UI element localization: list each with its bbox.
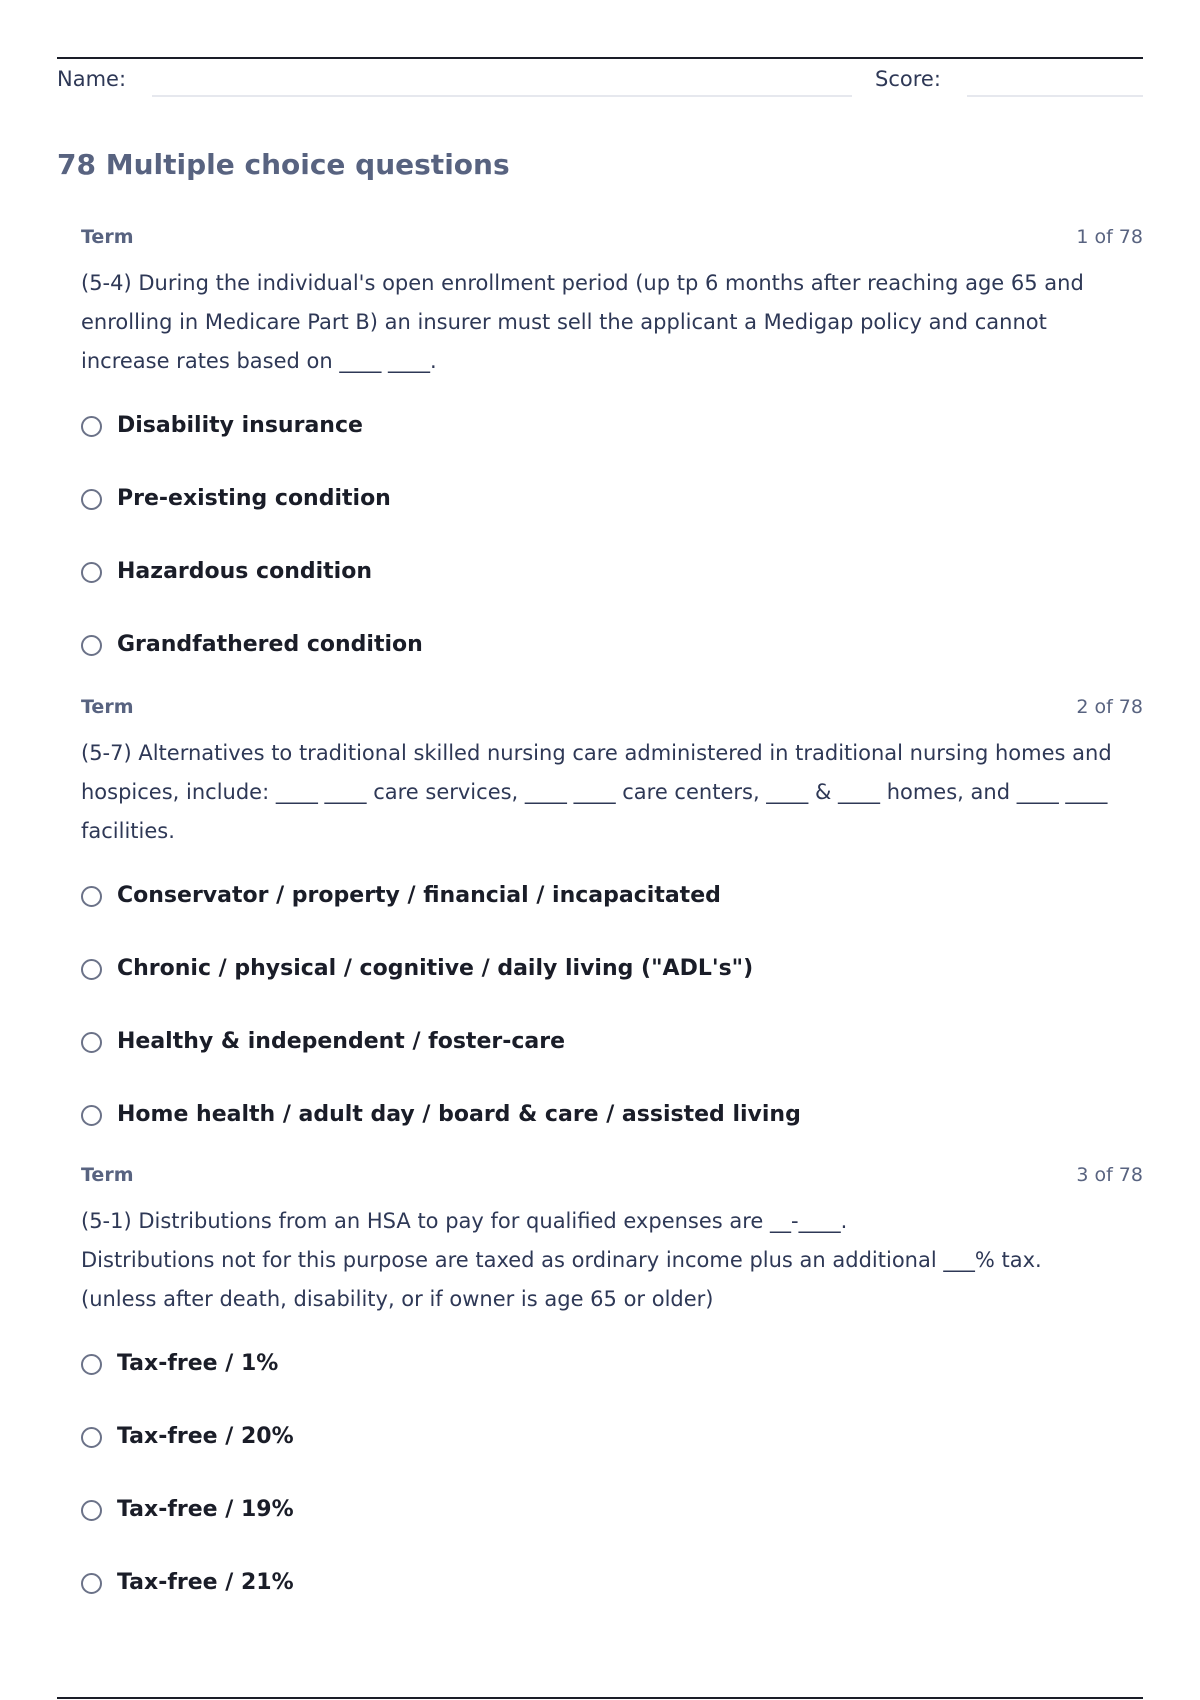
term-label: Term bbox=[81, 696, 134, 718]
score-field-line[interactable] bbox=[967, 95, 1143, 97]
question-text: (5-7) Alternatives to traditional skilled nursing care administered in traditional nursing homes and hospices, include: ____ ____ care services, ____ ____ care centers, ____ & ____ homes, and ____ ____ facilities. bbox=[81, 741, 1112, 843]
answer-option[interactable] bbox=[81, 1412, 1143, 1485]
term-label: Term bbox=[81, 226, 134, 248]
question-text-line: (unless after death, disability, or if owner is age 65 or older) bbox=[81, 1287, 714, 1311]
answer-option[interactable] bbox=[81, 620, 1143, 693]
answer-options bbox=[81, 871, 1143, 1163]
question-header bbox=[81, 696, 1143, 726]
question-text-line: Distributions not for this purpose are taxed as ordinary income plus an additional ___% tax. bbox=[81, 1248, 1042, 1272]
radio-button-icon[interactable] bbox=[81, 416, 102, 437]
radio-button-icon[interactable] bbox=[81, 1427, 102, 1448]
answer-option[interactable] bbox=[81, 871, 1143, 944]
question-2 bbox=[81, 696, 1143, 1163]
answer-options bbox=[81, 401, 1143, 693]
option-label: Tax-free / 1% bbox=[117, 1351, 279, 1376]
term-label: Term bbox=[81, 1164, 134, 1186]
option-label: Conservator / property / financial / incapacitated bbox=[117, 883, 721, 908]
score-label: Score: bbox=[875, 67, 941, 91]
option-label: Tax-free / 21% bbox=[117, 1570, 294, 1595]
radio-button-icon[interactable] bbox=[81, 959, 102, 980]
page-title: 78 Multiple choice questions bbox=[57, 148, 510, 181]
question-text bbox=[81, 1202, 1121, 1319]
option-label: Hazardous condition bbox=[117, 559, 372, 584]
radio-button-icon[interactable] bbox=[81, 886, 102, 907]
header bbox=[57, 57, 1143, 103]
question-1 bbox=[81, 226, 1143, 693]
question-counter: 3 of 78 bbox=[1076, 1164, 1143, 1186]
radio-button-icon[interactable] bbox=[81, 489, 102, 510]
answer-options bbox=[81, 1339, 1143, 1631]
radio-button-icon[interactable] bbox=[81, 635, 102, 656]
answer-option[interactable] bbox=[81, 474, 1143, 547]
radio-button-icon[interactable] bbox=[81, 1354, 102, 1375]
option-label: Grandfathered condition bbox=[117, 632, 423, 657]
answer-option[interactable] bbox=[81, 1339, 1143, 1412]
question-text: (5-4) During the individual's open enrollment period (up tp 6 months after reaching age 65 and enrolling in Medicare Part B) an insurer must sell the applicant a Medigap policy and cannot increase rates based on ____ ____. bbox=[81, 271, 1084, 373]
answer-option[interactable] bbox=[81, 401, 1143, 474]
radio-button-icon[interactable] bbox=[81, 1105, 102, 1126]
option-label: Home health / adult day / board & care / assisted living bbox=[117, 1102, 801, 1127]
answer-option[interactable] bbox=[81, 1558, 1143, 1631]
option-label: Tax-free / 20% bbox=[117, 1424, 294, 1449]
name-label: Name: bbox=[57, 67, 127, 91]
answer-option[interactable] bbox=[81, 1017, 1143, 1090]
answer-option[interactable] bbox=[81, 944, 1143, 1017]
question-counter: 2 of 78 bbox=[1076, 696, 1143, 718]
option-label: Tax-free / 19% bbox=[117, 1497, 294, 1522]
answer-option[interactable] bbox=[81, 1090, 1143, 1163]
option-label: Pre-existing condition bbox=[117, 486, 391, 511]
option-label: Chronic / physical / cognitive / daily living ("ADL's") bbox=[117, 956, 754, 981]
footer-divider bbox=[57, 1697, 1143, 1699]
answer-option[interactable] bbox=[81, 1485, 1143, 1558]
question-header bbox=[81, 1164, 1143, 1194]
radio-button-icon[interactable] bbox=[81, 1032, 102, 1053]
option-label: Disability insurance bbox=[117, 413, 363, 438]
question-text-line: (5-1) Distributions from an HSA to pay for qualified expenses are __-____. bbox=[81, 1209, 848, 1233]
radio-button-icon[interactable] bbox=[81, 562, 102, 583]
option-label: Healthy & independent / foster-care bbox=[117, 1029, 566, 1054]
name-field-line[interactable] bbox=[152, 95, 852, 97]
question-3 bbox=[81, 1164, 1143, 1631]
answer-option[interactable] bbox=[81, 547, 1143, 620]
question-header bbox=[81, 226, 1143, 256]
radio-button-icon[interactable] bbox=[81, 1573, 102, 1594]
radio-button-icon[interactable] bbox=[81, 1500, 102, 1521]
question-counter: 1 of 78 bbox=[1076, 226, 1143, 248]
